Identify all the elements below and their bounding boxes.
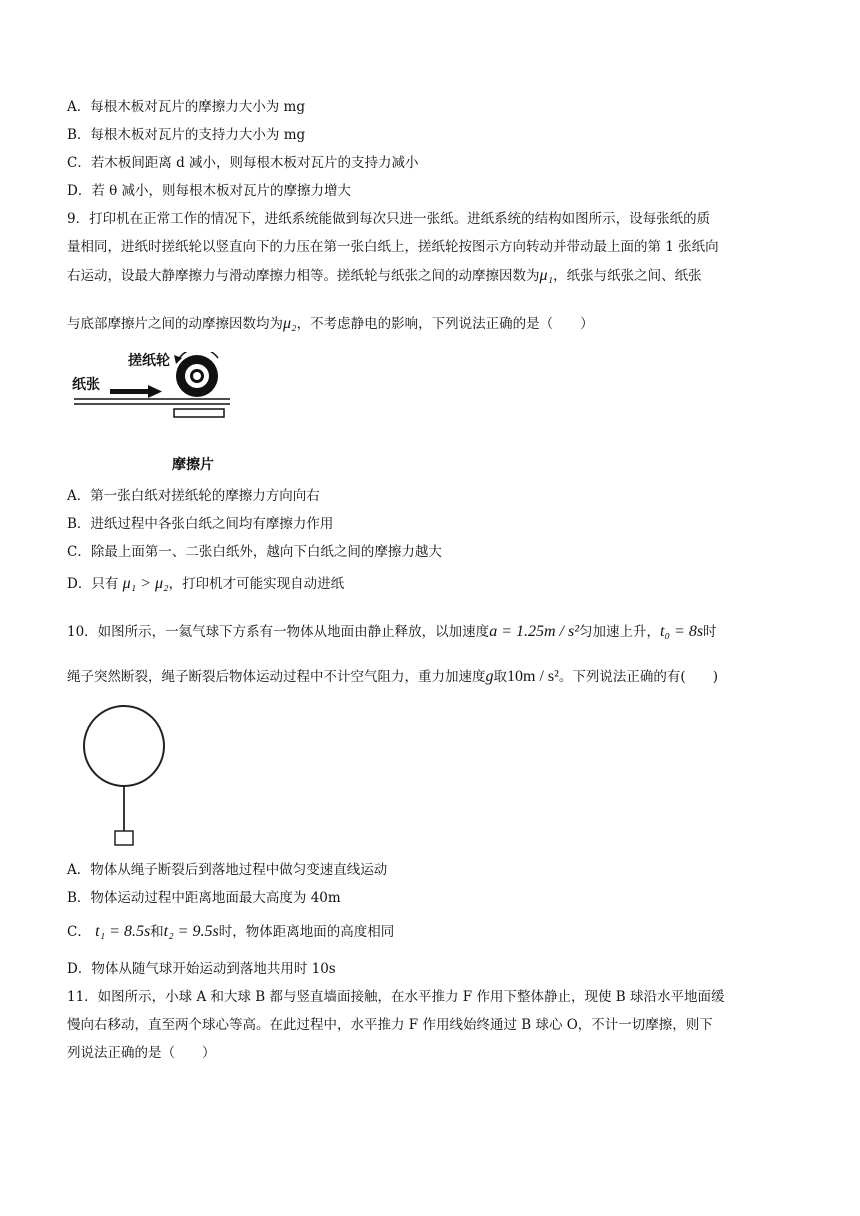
q10-option-c-mid: 和: [150, 924, 164, 940]
q9-stem-line4-end: ，不考虑静电的影响，下列说法正确的是（ ）: [296, 316, 594, 332]
paper-arrow-shaft: [110, 389, 148, 394]
q10-option-c-suffix: 时，物体距离地面的高度相同: [218, 924, 395, 940]
mu1-symbol: μ₁: [539, 267, 554, 284]
q10-stem-line1: [67, 622, 717, 642]
q8-option-a: A．每根木板对瓦片的摩擦力大小为 mg: [67, 99, 305, 115]
q10-option-d: D．物体从随气球开始运动到落地共用时 10s: [67, 961, 336, 977]
q10-stem-line1-text: 10．如图所示，一氦气球下方系有一物体从地面由静止释放，以加速度: [67, 624, 490, 640]
object-box: [115, 831, 133, 845]
q9-stem-line3: [67, 266, 702, 286]
q9-option-d-prefix: D．只有: [67, 576, 119, 592]
q9-stem-line2: 量相同，进纸时搓纸轮以竖直向下的力压在第一张白纸上，搓纸轮按图示方向转动并带动最上面的第 1 张纸向: [67, 239, 719, 255]
q10-acceleration: a = 1.25m / s²: [489, 623, 580, 640]
q10-stem-line1-end: 时: [703, 624, 717, 640]
q11-stem-line3: 列说法正确的是（ ）: [67, 1045, 216, 1061]
q10-g-value: 10m / s²: [507, 668, 559, 685]
q10-t1: t₁ = 8.5s: [95, 923, 151, 940]
q10-stem-line2-text: 绳子突然断裂，绳子断裂后物体运动过程中不计空气阻力，重力加速度: [67, 669, 486, 685]
q11-stem-line2: 慢向右移动，直至两个球心等高。在此过程中，水平推力 F 作用线始终通过 B 球心 O，不计一切摩擦，则下: [67, 1017, 713, 1033]
q10-option-c-prefix: C．: [67, 924, 91, 940]
q10-stem-line2-end: 。下列说法正确的有( ): [558, 669, 718, 685]
q10-option-b: B．物体运动过程中距离地面最大高度为 40m: [67, 890, 341, 906]
q9-stem-line4-text: 与底部摩擦片之间的动摩擦因数均为: [67, 316, 283, 332]
q10-t0: t₀ = 8s: [660, 623, 704, 640]
q9-stem-line1: 9．打印机在正常工作的情况下，进纸系统能做到每次只进一张纸。进纸系统的结构如图所示，设每张纸的质: [67, 211, 711, 227]
balloon-figure: [78, 702, 174, 852]
q10-stem-line2-take: 取: [493, 669, 507, 685]
pad-label: 摩擦片: [172, 457, 214, 473]
roller-label: 搓纸轮: [128, 353, 170, 369]
q10-stem-line2: [67, 667, 718, 687]
q8-option-c: C．若木板间距离 d 减小，则每根木板对瓦片的支持力减小: [67, 155, 419, 171]
q8-option-d: D．若 θ 减小，则每根木板对瓦片的摩擦力增大: [67, 183, 352, 199]
paper-label: 纸张: [72, 377, 100, 393]
paper-feed-figure: [68, 352, 238, 477]
q9-option-b: B．进纸过程中各张白纸之间均有摩擦力作用: [67, 516, 334, 532]
balloon-diagram: [78, 702, 174, 852]
q9-option-d-suffix: ，打印机才可能实现自动进纸: [168, 576, 345, 592]
q9-option-d: [67, 574, 344, 594]
q10-stem-line1-mid: 匀加速上升，: [579, 624, 661, 640]
q10-t2: t₂ = 9.5s: [163, 923, 219, 940]
paper-arrow-head: [148, 385, 162, 398]
q10-g: g: [485, 668, 494, 685]
roller-hub: [193, 372, 201, 380]
mu2-symbol: μ₂: [283, 315, 297, 332]
q9-stem-line3-end: ，纸张与纸张之间、纸张: [553, 268, 702, 284]
q10-option-a: A．物体从绳子断裂后到落地过程中做匀变速直线运动: [67, 862, 388, 878]
q11-stem-line1: 11．如图所示，小球 A 和大球 B 都与竖直墙面接触，在水平推力 F 作用下整体静止，现使 B 球沿水平地面缓: [67, 989, 725, 1005]
q9-option-a: A．第一张白纸对搓纸轮的摩擦力方向向右: [67, 488, 320, 504]
q9-stem-line4: [67, 314, 594, 334]
q9-stem-line3-text: 右运动，设最大静摩擦力与滑动摩擦力相等。搓纸轮与纸张之间的动摩擦因数为: [67, 268, 540, 284]
q9-option-d-math: μ₁ > μ₂: [122, 575, 169, 592]
q8-option-b: B．每根木板对瓦片的支持力大小为 mg: [67, 127, 306, 143]
q10-option-c: [67, 922, 394, 942]
q9-option-c: C．除最上面第一、二张白纸外，越向下白纸之间的摩擦力越大: [67, 544, 442, 560]
balloon: [84, 706, 164, 786]
friction-pad: [174, 409, 224, 417]
